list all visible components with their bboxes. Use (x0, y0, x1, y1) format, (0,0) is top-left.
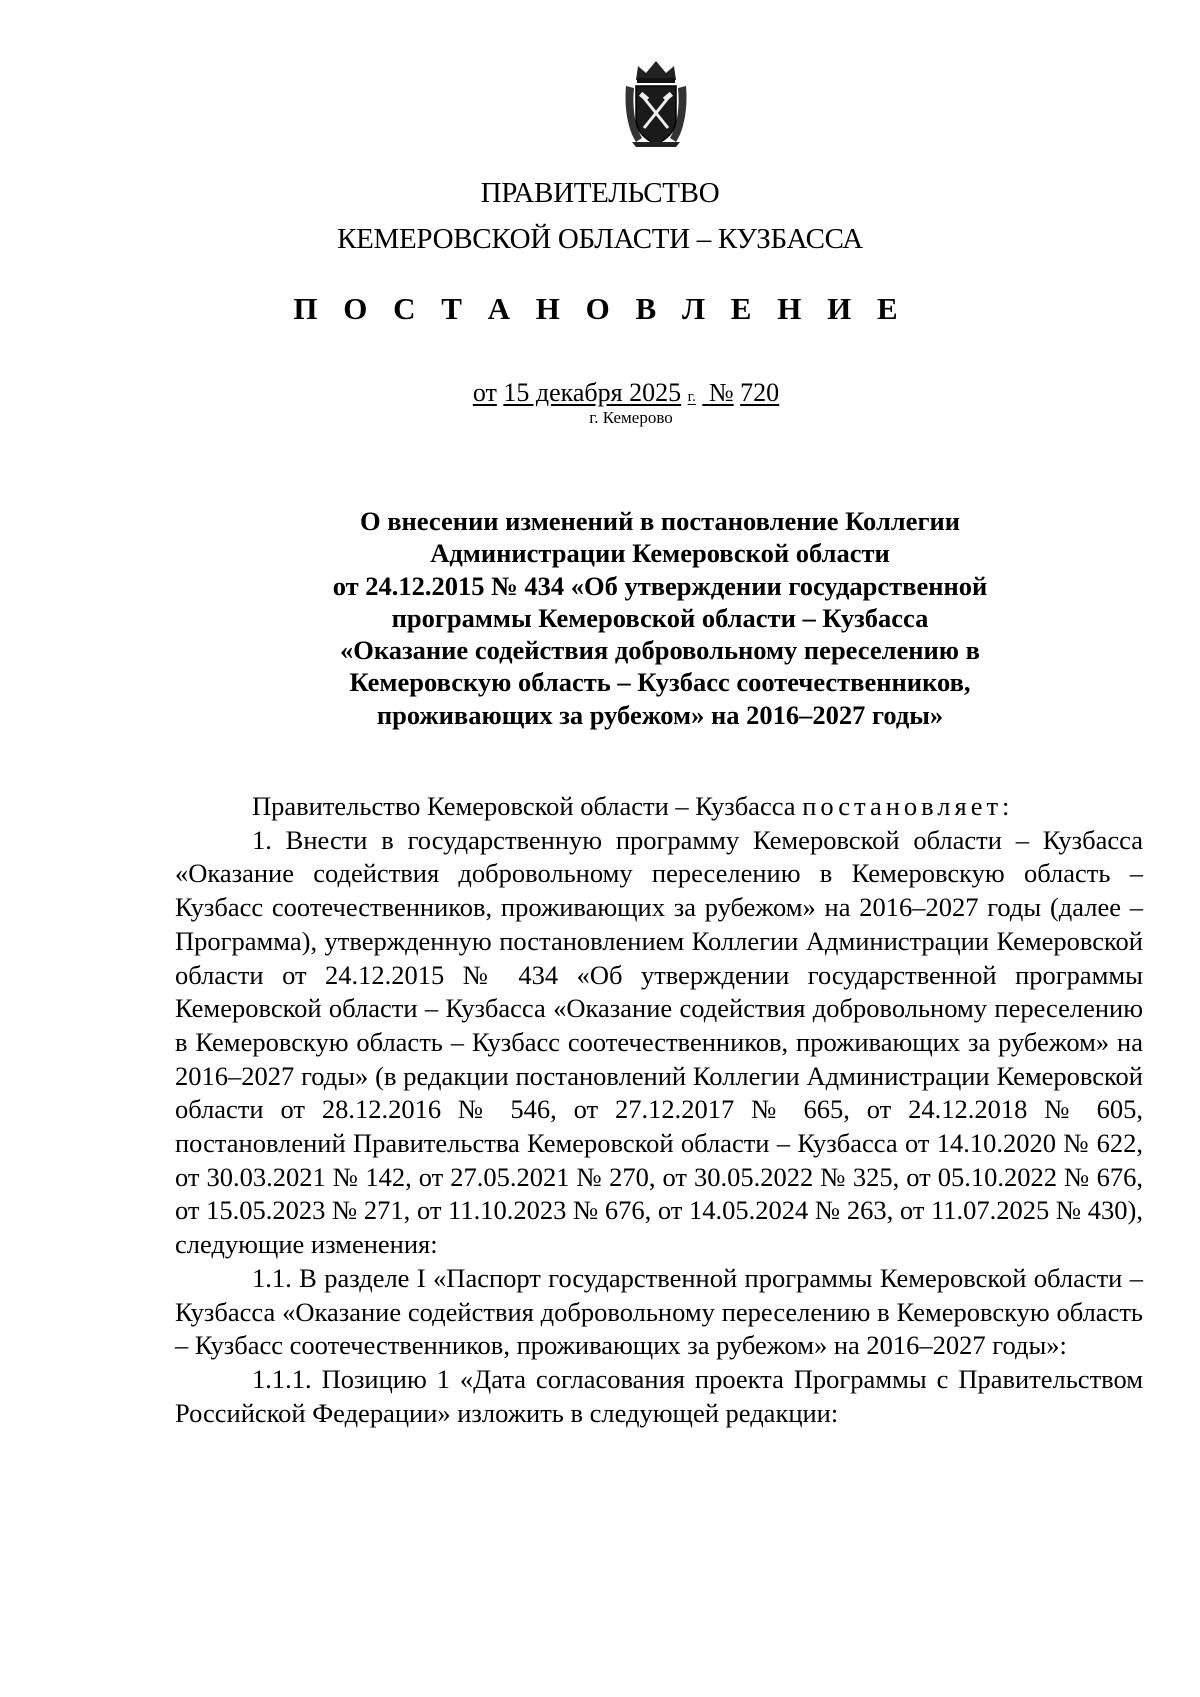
title-line: Администрации Кемеровской области (430, 538, 890, 569)
title-line: программы Кемеровской области – Кузбасса (391, 602, 929, 633)
intro-paragraph (175, 790, 1143, 824)
title-line: «Оказание содействия добровольному переселению в (340, 635, 980, 666)
paragraph-1: 1. Внести в государственную программу Кемеровской области – Кузбасса «Оказание содействия добровольному переселению в Кемеровскую область – Кузбасс соотечественников, проживающих за рубежом» на 2016–2027 годы (далее – Программа), утвержденную постановлением Коллегии Администрации Кемеровской области от 24.12.2015 № 434 «Об утверждении государственной программы Кемеровской области – Кузбасса «Оказание содействия добровольному переселению в Кемеровскую область – Кузбасс соотечественников, проживающих за рубежом» на 2016–2027 годы» (в редакции постановлений Коллегии Администрации Кемеровской области от 28.12.2016 № 546, от 27.12.2017 № 665, от 24.12.2018 № 605, постановлений Правительства Кемеровской области – Кузбасса от 14.10.2020 № 622, от 30.03.2021 № 142, от 27.05.2021 № 270, от 30.05.2022 № 325, от 05.10.2022 № 676, от 15.05.2023 № 271, от 11.10.2023 № 676, от 14.05.2024 № 263, от 11.07.2025 № 430), следующие изменения: (175, 824, 1143, 1260)
date-number-line (0, 378, 1200, 412)
city-label: г. Кемерово (589, 408, 673, 427)
title-line: от 24.12.2015 № 434 «Об утверждении государственной (332, 570, 988, 601)
document-title (230, 505, 1090, 731)
document-type-heading: П О С Т А Н О В Л Е Н И Е (293, 291, 907, 326)
title-line: проживающих за рубежом» на 2016–2027 годы» (376, 699, 944, 730)
document-body (175, 790, 1143, 1430)
decree-word: постановляет: (802, 791, 1014, 821)
title-line: О внесении изменений в постановление Коллегии (359, 506, 961, 536)
title-line: Кемеровскую область – Кузбасс соотечественников, (349, 667, 971, 698)
paragraph-1-1-1: 1.1.1. Позицию 1 «Дата согласования проекта Программы с Правительством Российской Федерации» изложить в следующей редакции: (175, 1363, 1143, 1428)
kuzbass-coat-of-arms-icon (622, 58, 690, 148)
government-name-line-2: КЕМЕРОВСКОЙ ОБЛАСТИ – КУЗБАССА (337, 223, 863, 255)
government-name-line-1: ПРАВИТЕЛЬСТВО (480, 177, 720, 209)
document-number: 720 (740, 378, 780, 407)
year-suffix: г. (687, 389, 696, 405)
date-prefix: от (472, 378, 497, 407)
document-date: 15 декабря 2025 (503, 378, 682, 407)
number-sign: № (708, 378, 734, 407)
intro-text: Правительство Кемеровской области – Кузбасса (252, 791, 796, 821)
paragraph-1-1: 1.1. В разделе I «Паспорт государственной программы Кемеровской области – Кузбасса «Оказание содействия добровольному переселению в Кемеровскую область – Кузбасс соотечественников, проживающих за рубежом» на 2016–2027 годы»: (175, 1262, 1143, 1361)
